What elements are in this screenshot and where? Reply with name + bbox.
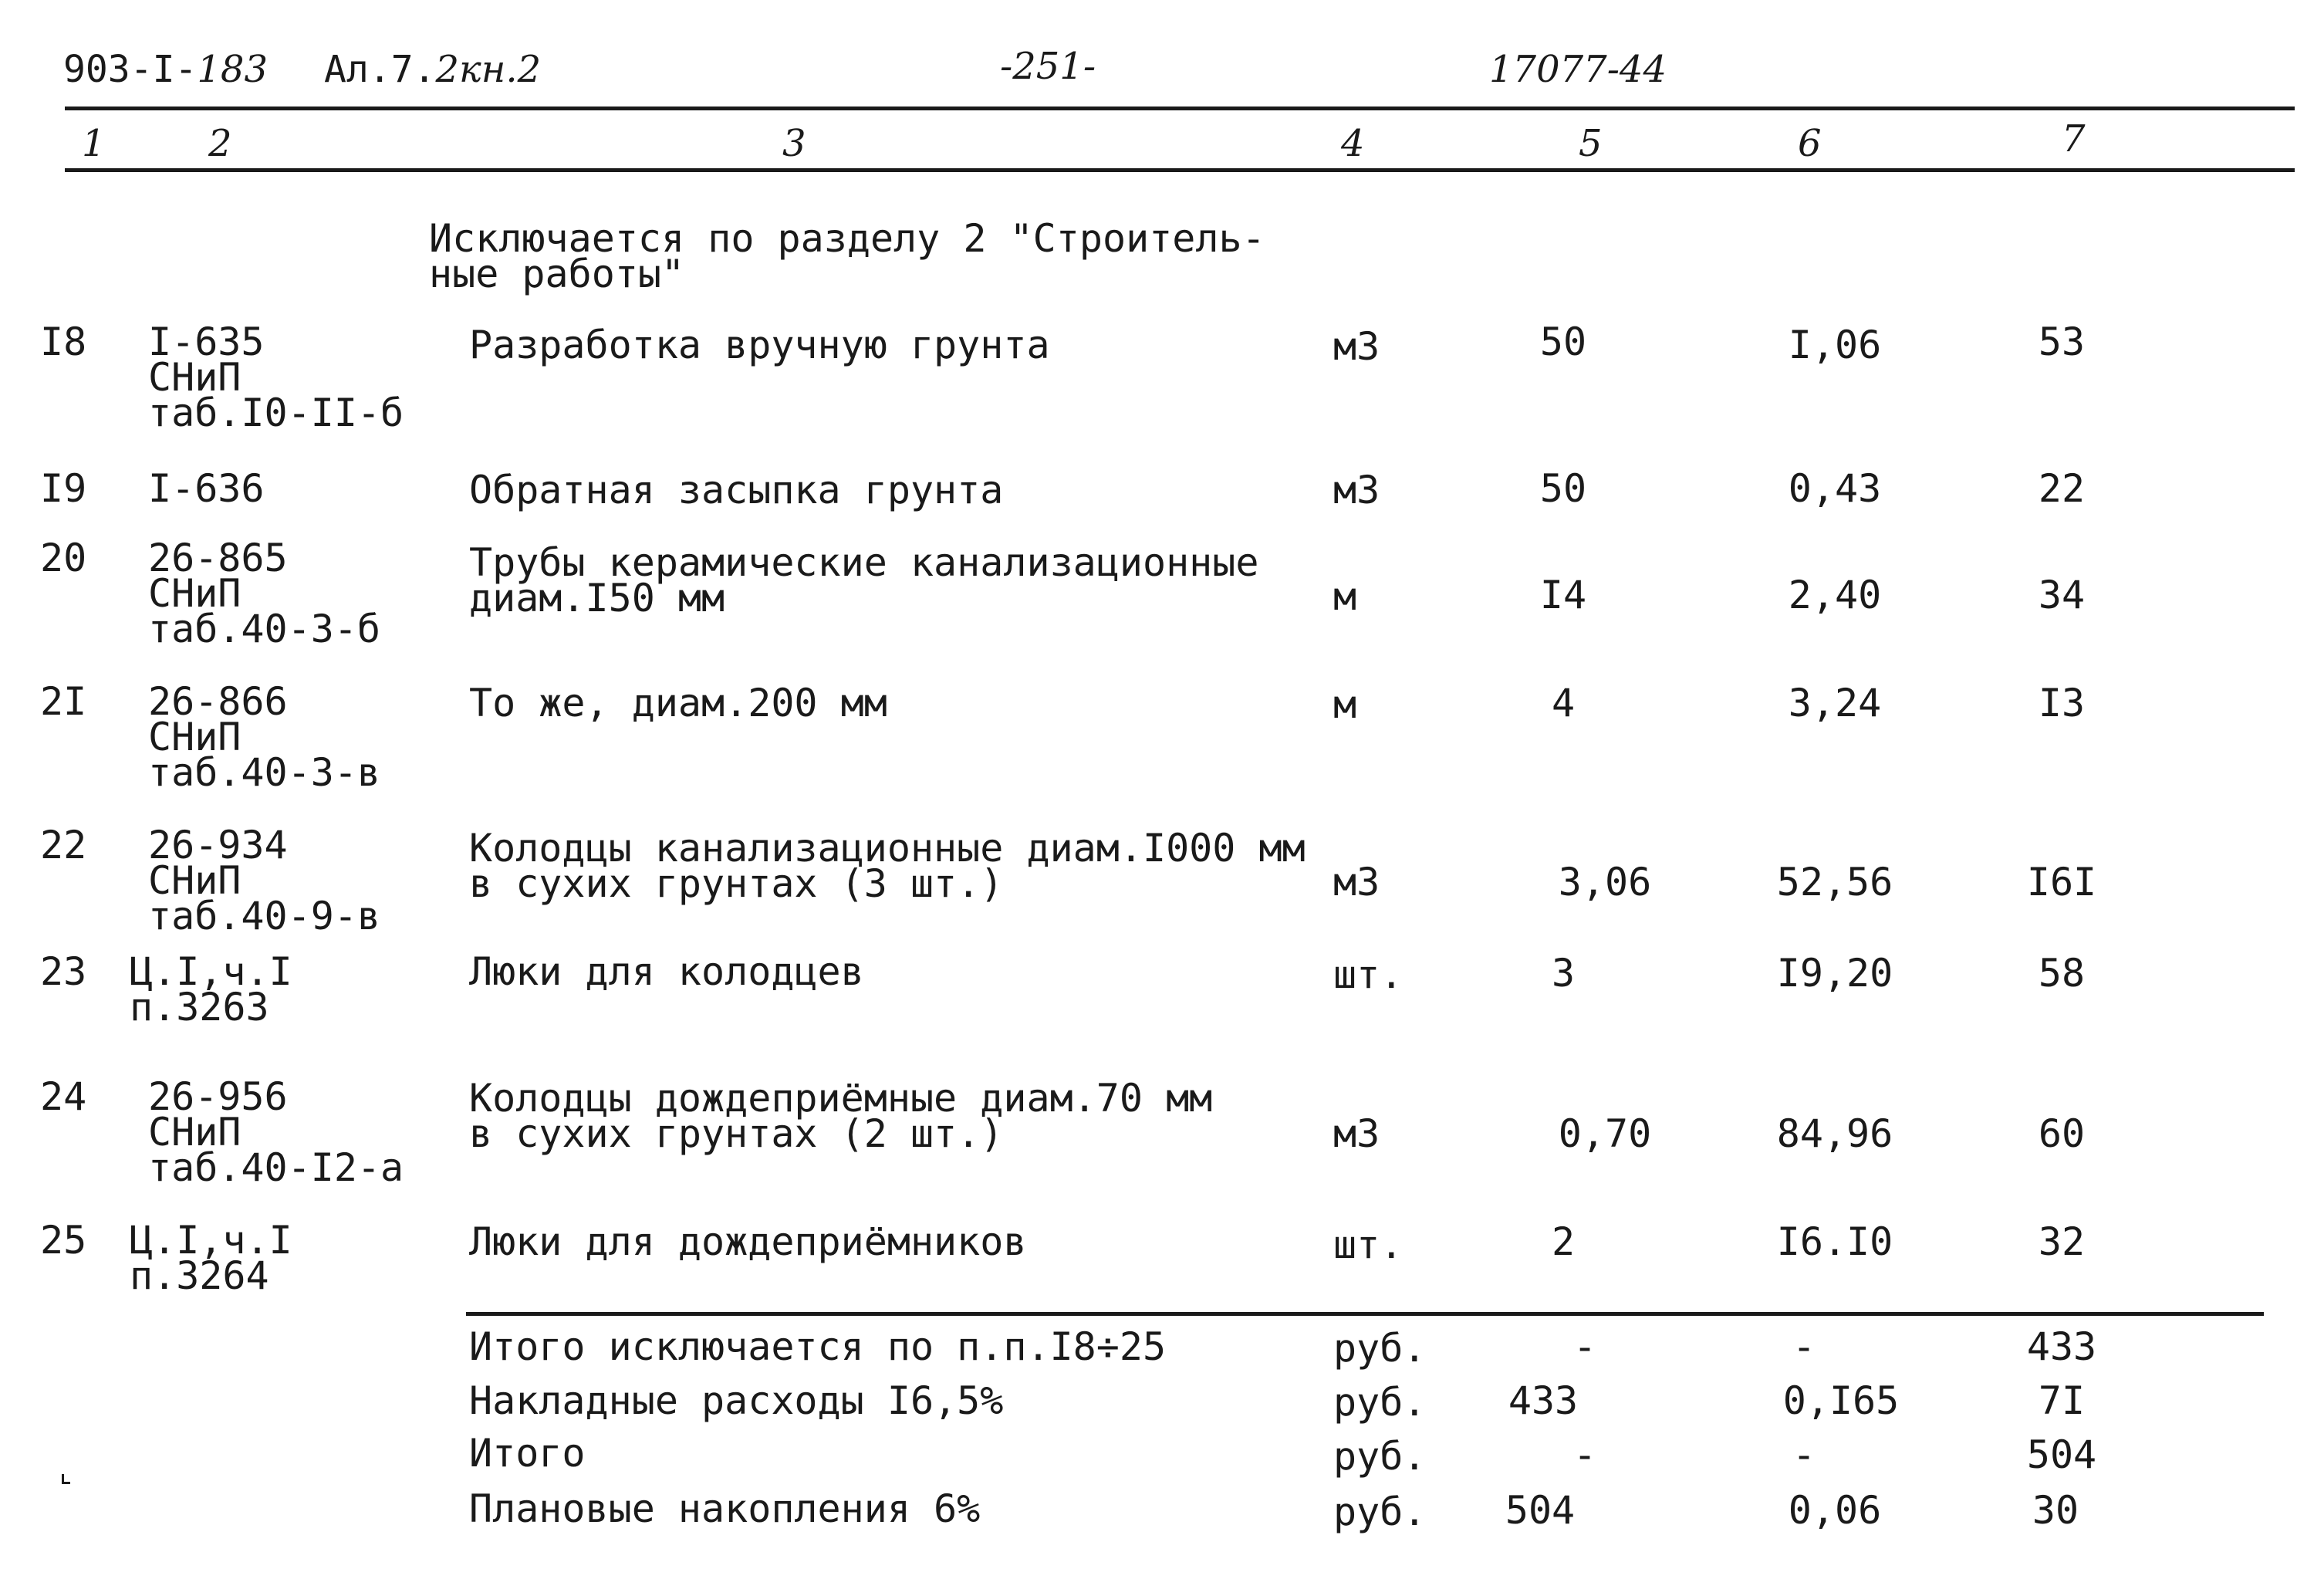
row-description [469,681,887,725]
header-top-rule [65,107,2295,110]
totals-separator-rule [466,1312,2264,1316]
row-code [148,536,381,651]
totals-unit: руб. [1333,1326,1427,1371]
totals-unit-price-value: 0,06 [1788,1488,1882,1533]
code-line: СНиП [148,355,242,400]
section-title [429,216,1265,296]
totals-quantity-value: - [1572,1432,1597,1477]
unit-price-value: 52,56 [1776,860,1893,905]
row-description [469,1076,1213,1156]
document-code-prefix: 903-I- [63,48,198,91]
code-line: СНиП [148,858,242,903]
unit-price-value: 0,43 [1788,466,1882,511]
totals-label: Плановые накопления 6% [469,1486,981,1531]
row-unit: м3 [1333,324,1380,369]
header-bottom-rule [65,168,2295,172]
row-number: 23 [40,949,87,994]
totals-unit-price-value: 0,I65 [1782,1378,1900,1423]
description-line: Люки для колодцев [469,949,864,994]
description-line: То же, диам.200 мм [469,681,887,725]
total-value: 53 [2038,320,2086,364]
row-unit: шт. [1333,952,1404,997]
code-line: 26-956 [148,1074,288,1119]
quantity-value: 3 [1551,951,1576,996]
code-line: п.3264 [130,1253,269,1298]
row-description [469,468,1004,512]
row-code [130,949,292,1030]
code-line: СНиП [148,571,242,616]
total-value: 32 [2038,1219,2086,1264]
quantity-value: 50 [1539,320,1587,364]
album-reference [324,48,541,91]
row-code [148,679,381,795]
unit-price-value: I,06 [1788,323,1882,367]
row-description [469,826,1306,906]
totals-quantity-value: 433 [1508,1378,1579,1423]
unit-price-value: I6.I0 [1776,1219,1893,1264]
corner-mark [62,1474,70,1484]
row-description [469,323,1050,367]
row-number: 20 [40,536,87,580]
totals-quantity-value: 504 [1505,1488,1576,1533]
unit-price-value: 84,96 [1776,1111,1893,1156]
row-number: 25 [40,1218,87,1263]
total-value: 22 [2038,466,2086,511]
row-code [148,466,265,511]
total-value: I3 [2038,681,2086,725]
row-unit: м3 [1333,1111,1380,1156]
row-number: 2I [40,679,87,724]
code-line: 26-934 [148,823,288,867]
totals-unit: руб. [1333,1380,1427,1425]
row-description [469,540,1259,620]
totals-unit: руб. [1333,1489,1427,1534]
quantity-value: 0,70 [1558,1111,1652,1156]
row-code [148,1074,404,1190]
totals-total-value: 433 [2026,1324,2097,1369]
column-number-7: 7 [2062,117,2086,161]
code-line: п.3263 [130,985,269,1030]
album-prefix: Ал.7. [324,48,436,91]
quantity-value: 50 [1539,466,1587,511]
totals-label: Итого исключается по п.п.I8÷25 [469,1324,1167,1369]
row-unit: м [1333,574,1357,619]
page-number: -251- [1000,45,1096,88]
description-line: Разработка вручную грунта [469,323,1050,367]
document-code [63,48,268,91]
quantity-value: I4 [1539,573,1587,617]
description-line: Колодцы дождеприёмные диам.70 мм [469,1076,1213,1121]
totals-unit: руб. [1333,1434,1427,1479]
unit-price-value: 3,24 [1788,681,1882,725]
code-line: таб.40-3-в [148,750,381,795]
totals-quantity-value: - [1572,1324,1597,1369]
row-description [469,1219,1027,1264]
total-value: 58 [2038,951,2086,996]
code-line: СНиП [148,1110,242,1155]
code-line: СНиП [148,715,242,759]
quantity-value: 2 [1551,1219,1576,1264]
row-code [148,320,404,435]
document-code-handwritten: 183 [197,48,269,91]
row-number: 24 [40,1074,87,1119]
description-line: Колодцы канализационные диам.I000 мм [469,826,1306,871]
code-line: таб.I0-II-б [148,391,404,435]
quantity-value: 3,06 [1558,860,1652,905]
description-line: диам.I50 мм [469,576,725,620]
row-code [148,823,381,938]
totals-total-value: 30 [2032,1488,2079,1533]
code-line: таб.40-I2-а [148,1145,404,1190]
description-line: в сухих грунтах (3 шт.) [469,861,1004,906]
code-line: таб.40-3-б [148,607,381,651]
code-line: 26-865 [148,536,288,580]
row-code [130,1218,292,1298]
column-number-1: 1 [82,122,106,165]
row-unit: м [1333,682,1357,727]
description-line: Обратная засыпка грунта [469,468,1004,512]
column-number-2: 2 [208,122,232,165]
totals-label: Итого [469,1431,586,1476]
inventory-number: 17077-44 [1489,48,1667,91]
description-line: Люки для дождеприёмников [469,1219,1027,1264]
row-number: I9 [40,466,87,511]
column-number-5: 5 [1579,122,1603,165]
album-handwritten: 2кн.2 [435,48,542,91]
column-number-4: 4 [1341,122,1365,165]
totals-total-value: 504 [2026,1432,2097,1477]
description-line: Трубы керамические канализационные [469,540,1259,585]
code-line: I-636 [148,466,265,511]
column-number-3: 3 [782,122,806,165]
code-line: Ц.I,ч.I [130,949,292,994]
section-title-line: Исключается по разделу 2 "Строитель- [429,216,1265,261]
totals-unit-price-value: - [1792,1324,1816,1369]
totals-unit-price-value: - [1792,1432,1816,1477]
description-line: в сухих грунтах (2 шт.) [469,1111,1004,1156]
code-line: Ц.I,ч.I [130,1218,292,1263]
code-line: таб.40-9-в [148,894,381,938]
totals-total-value: 7I [2038,1378,2086,1423]
code-line: 26-866 [148,679,288,724]
unit-price-value: 2,40 [1788,573,1882,617]
row-number: I8 [40,320,87,364]
totals-label: Накладные расходы I6,5% [469,1378,1004,1423]
row-unit: шт. [1333,1222,1404,1267]
column-number-6: 6 [1798,122,1822,165]
code-line: I-635 [148,320,265,364]
row-description [469,949,864,994]
total-value: I6I [2026,860,2097,905]
section-title-line: ные работы" [429,252,685,296]
total-value: 34 [2038,573,2086,617]
row-number: 22 [40,823,87,867]
row-unit: м3 [1333,860,1380,905]
unit-price-value: I9,20 [1776,951,1893,996]
quantity-value: 4 [1551,681,1576,725]
total-value: 60 [2038,1111,2086,1156]
row-unit: м3 [1333,468,1380,512]
